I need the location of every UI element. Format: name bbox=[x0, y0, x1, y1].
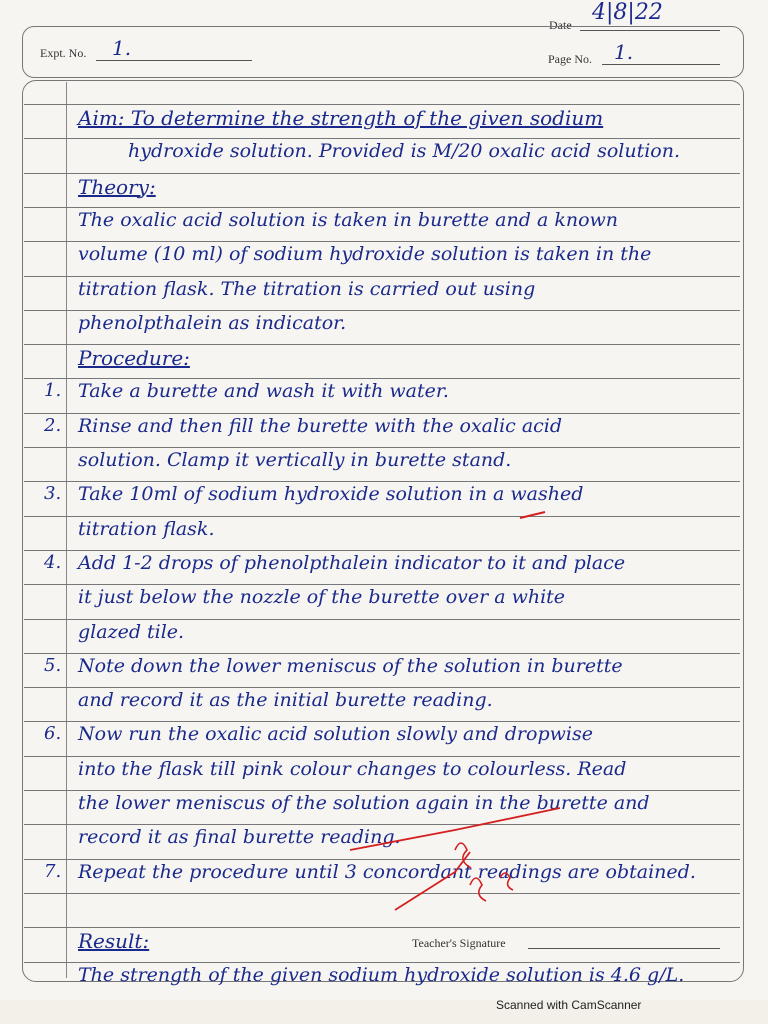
step-number: 1. bbox=[44, 380, 62, 402]
text-line: solution. Clamp it vertically in burette stand. bbox=[78, 449, 512, 471]
correction-check bbox=[395, 852, 470, 910]
section-heading-line: Theory: bbox=[78, 174, 156, 199]
page-no-value: 1. bbox=[614, 40, 634, 64]
correction-strike bbox=[520, 512, 545, 518]
text-line: The oxalic acid solution is taken in burette and a known bbox=[78, 208, 619, 231]
text-line: Repeat the procedure until 3 concordant readings are obtained. bbox=[78, 860, 696, 883]
step-number: 3. bbox=[44, 483, 62, 505]
date-label: Date bbox=[549, 18, 572, 32]
text-line: into the flask till pink colour changes to colourless. Read bbox=[78, 757, 627, 780]
text-line: it just below the nozzle of the burette over a white bbox=[78, 586, 566, 609]
page-no-label: Page No. bbox=[548, 52, 592, 66]
scanner-watermark: Scanned with CamScanner bbox=[496, 998, 642, 1012]
step-number: 5. bbox=[44, 654, 62, 676]
correction-squiggle-2 bbox=[470, 878, 486, 901]
text-line: hydroxide solution. Provided is M/20 oxalic acid solution. bbox=[128, 140, 681, 163]
section-heading-line: Aim: To determine the strength of the given sodium bbox=[78, 106, 604, 130]
text-line: volume (10 ml) of sodium hydroxide solution is taken in the bbox=[78, 243, 652, 266]
text-line: the lower meniscus of the solution again in the burette and bbox=[78, 792, 650, 814]
text-line: Rinse and then fill the burette with the oxalic acid bbox=[78, 414, 563, 437]
text-line: Note down the lower meniscus of the solution in burette bbox=[78, 654, 623, 677]
date-value: 4|8|22 bbox=[592, 0, 663, 25]
text-line: Take 10ml of sodium hydroxide solution in a washed bbox=[78, 483, 584, 506]
text-line: titration flask. bbox=[78, 517, 215, 540]
correction-squiggle bbox=[455, 843, 471, 868]
expt-no-label: Expt. No. bbox=[40, 46, 87, 60]
text-line: phenolpthalein as indicator. bbox=[78, 311, 347, 334]
teacher-signature-line bbox=[528, 948, 720, 949]
correction-tick-line bbox=[350, 808, 560, 850]
step-number: 2. bbox=[44, 414, 62, 436]
text-line: Now run the oxalic acid solution slowly and dropwise bbox=[78, 723, 593, 746]
step-number: 6. bbox=[44, 723, 62, 745]
step-number: 7. bbox=[44, 860, 62, 882]
text-line: titration flask. The titration is carried out using bbox=[78, 277, 536, 300]
text-line: and record it as the initial burette reading. bbox=[78, 689, 493, 712]
text-line: The strength of the given sodium hydroxide solution is 4.6 g/L. bbox=[78, 963, 685, 986]
correction-squiggle-3 bbox=[500, 873, 513, 890]
text-line: Add 1-2 drops of phenolpthalein indicator to it and place bbox=[78, 551, 626, 574]
teacher-signature-label: Teacher's Signature bbox=[412, 936, 506, 950]
expt-no-value: 1. bbox=[112, 36, 132, 60]
section-heading-line: Result: bbox=[78, 929, 150, 954]
text-line: Take a burette and wash it with water. bbox=[78, 380, 449, 403]
step-number: 4. bbox=[44, 551, 62, 573]
text-line: record it as final burette reading. bbox=[78, 826, 401, 849]
section-heading-line: Procedure: bbox=[78, 346, 190, 371]
text-line: glazed tile. bbox=[78, 620, 185, 643]
